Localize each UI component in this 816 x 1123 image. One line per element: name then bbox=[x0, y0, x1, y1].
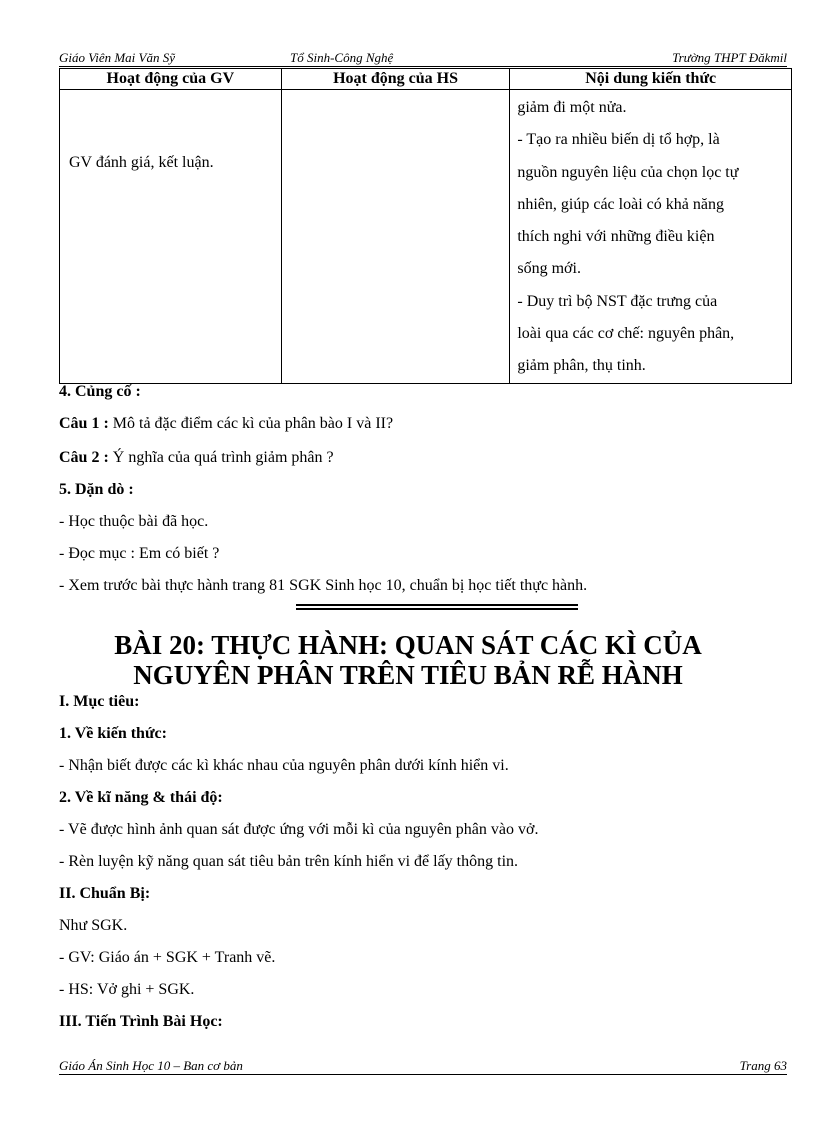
question-1 bbox=[59, 414, 393, 434]
dando-heading: 5. Dặn dò : bbox=[59, 481, 134, 498]
activity-table bbox=[59, 68, 792, 384]
chuan-bi-item: - GV: Giáo án + SGK + Tranh vẽ. bbox=[59, 949, 276, 966]
page-number: Trang 63 bbox=[739, 1058, 787, 1073]
question-2-text: Ý nghĩa của quá trình giảm phân ? bbox=[108, 449, 334, 466]
ki-nang-item: - Vẽ được hình ảnh quan sát được ứng với mỗi kì của nguyên phân vào vở. bbox=[59, 821, 539, 838]
kien-thuc-heading: 1. Về kiến thức: bbox=[59, 725, 167, 742]
content-line: nhiên, giúp các loài có khả năng bbox=[517, 195, 724, 213]
content-cell bbox=[510, 90, 792, 384]
page-header bbox=[59, 50, 787, 67]
ki-nang-item: - Rèn luyện kỹ năng quan sát tiêu bản trên kính hiển vi để lấy thông tin. bbox=[59, 853, 519, 870]
col-header-content: Nội dung kiến thức bbox=[510, 69, 792, 90]
tien-trinh-heading: III. Tiến Trình Bài Học: bbox=[59, 1013, 223, 1030]
ki-nang-heading: 2. Về kĩ năng & thái độ: bbox=[59, 789, 223, 806]
muc-tieu-heading: I. Mục tiêu: bbox=[59, 693, 140, 710]
col-header-gv: Hoạt động của GV bbox=[60, 69, 282, 90]
hs-cell bbox=[281, 90, 510, 384]
lesson-title-line-1: BÀI 20: THỰC HÀNH: QUAN SÁT CÁC KÌ CỦA bbox=[114, 630, 702, 660]
content-line: - Tạo ra nhiều biến dị tổ hợp, là bbox=[517, 131, 720, 149]
dando-item: - Xem trước bài thực hành trang 81 SGK Sinh học 10, chuẩn bị học tiết thực hành. bbox=[59, 577, 588, 594]
question-2 bbox=[59, 448, 334, 468]
page-footer bbox=[59, 1058, 787, 1075]
table-header-row bbox=[60, 69, 792, 90]
dando-item: - Đọc mục : Em có biết ? bbox=[59, 545, 220, 562]
kien-thuc-item: - Nhận biết được các kì khác nhau của nguyên phân dưới kính hiển vi. bbox=[59, 757, 509, 774]
chuan-bi-item: Như SGK. bbox=[59, 917, 128, 934]
header-school: Trường THPT Đăkmil bbox=[672, 50, 787, 65]
dando-item: - Học thuộc bài đã học. bbox=[59, 513, 209, 530]
cungco-heading: 4. Củng cố : bbox=[59, 383, 141, 400]
col-header-hs: Hoạt động của HS bbox=[281, 69, 510, 90]
gv-cell bbox=[60, 90, 282, 384]
section-divider bbox=[296, 604, 578, 610]
footer-title: Giáo Án Sinh Học 10 – Ban cơ bản bbox=[59, 1058, 243, 1073]
content-line: sống mới. bbox=[517, 260, 581, 278]
question-1-label: Câu 1 : bbox=[59, 415, 109, 432]
header-department: Tổ Sinh-Công Nghệ bbox=[290, 50, 394, 65]
question-1-text: Mô tả đặc điểm các kì của phân bào I và II? bbox=[108, 415, 394, 432]
content-line: giảm phân, thụ tinh. bbox=[517, 357, 646, 375]
content-line: loài qua các cơ chế: nguyên phân, bbox=[517, 325, 735, 343]
content-line: giảm đi một nửa. bbox=[517, 99, 627, 116]
content-line: nguồn nguyên liệu của chọn lọc tự bbox=[517, 163, 739, 181]
chuan-bi-item: - HS: Vở ghi + SGK. bbox=[59, 981, 195, 998]
content-line: - Duy trì bộ NST đặc trưng của bbox=[517, 292, 718, 310]
chuan-bi-heading: II. Chuẩn Bị: bbox=[59, 885, 151, 902]
gv-text: GV đánh giá, kết luận. bbox=[69, 154, 214, 171]
lesson-title-line-2: NGUYÊN PHÂN TRÊN TIÊU BẢN RỄ HÀNH bbox=[133, 660, 683, 690]
header-teacher: Giáo Viên Mai Văn Sỹ bbox=[59, 50, 176, 65]
table-row bbox=[60, 90, 792, 384]
question-2-label: Câu 2 : bbox=[59, 449, 109, 466]
content-line: thích nghi với những điều kiện bbox=[517, 228, 715, 246]
